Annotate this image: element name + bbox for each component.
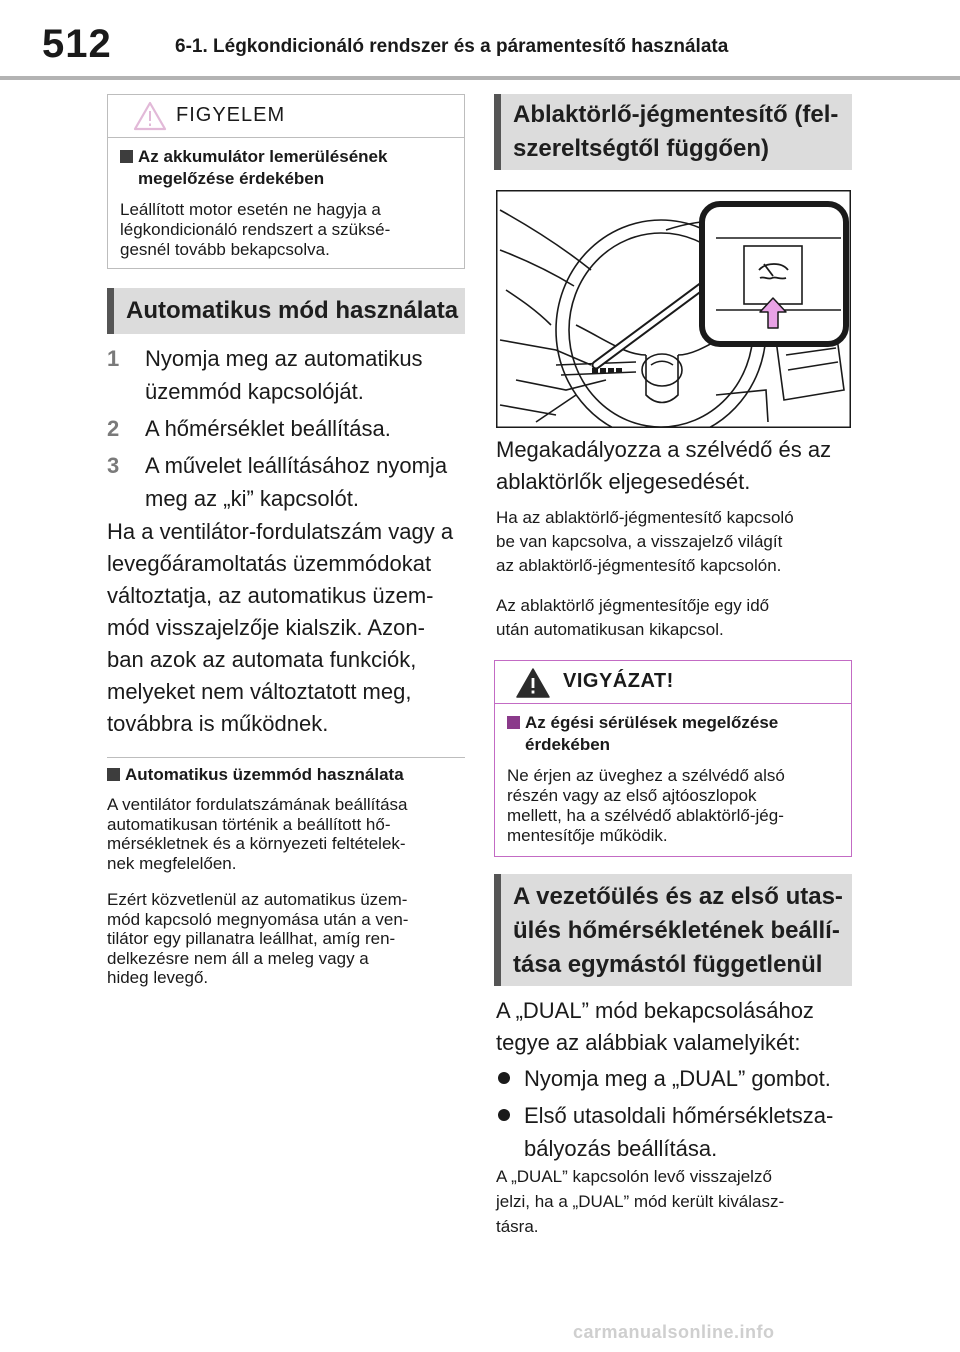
paragraph-line: továbbra is működnek. — [107, 711, 329, 736]
step-item — [107, 342, 465, 408]
text-line: mód kapcsoló megnyomása után a ven- — [107, 909, 409, 929]
figyelem-subtitle — [120, 146, 448, 190]
wiper-note-2 — [496, 594, 854, 642]
heading-line: Ablaktörlő-jégmentesítő (fel- — [513, 101, 839, 128]
text-line: Ha az ablaktörlő-jégmentesítő kapcsoló — [496, 508, 794, 527]
figyelem-text — [120, 200, 448, 260]
text-line: be van kapcsolva, a visszajelző világít — [496, 532, 783, 551]
dual-bullets — [496, 1062, 854, 1165]
step-item — [107, 412, 465, 445]
figyelem-subtitle-line: Az akkumulátor lemerülésének — [138, 147, 388, 166]
figyelem-text-line: gesnél tovább bekapcsolva. — [120, 240, 330, 259]
bullet-dot-icon — [498, 1072, 510, 1084]
section-heading-auto: Automatikus mód használata — [107, 288, 465, 334]
vigyazat-box — [494, 660, 852, 857]
text-line: A ventilátor fordulatszámának beállítása — [107, 795, 408, 814]
subsection-text-2 — [107, 890, 467, 988]
wiper-paragraph — [496, 434, 854, 498]
subsection-text-1 — [107, 795, 467, 873]
bullet-text: bályozás beállítása. — [524, 1136, 718, 1161]
step-number: 1 — [107, 346, 120, 371]
text-line: tilátor egy pillanatra leállhat, amíg ren- — [107, 929, 396, 948]
text-line: hideg levegő. — [107, 968, 209, 987]
text-line: jelzi, ha a „DUAL” mód került kiválasz- — [496, 1192, 785, 1211]
paragraph-line: Megakadályozza a szélvédő és az — [496, 437, 832, 462]
figyelem-title: FIGYELEM — [176, 104, 286, 126]
text-line: Az ablaktörlő jégmentesítője egy idő — [496, 596, 770, 615]
subsection-divider — [107, 757, 465, 758]
bullet-dot-icon — [498, 1109, 510, 1121]
vigyazat-text-line: mentesítője működik. — [507, 826, 668, 845]
subsection-heading — [107, 765, 485, 785]
paragraph-line: ablaktörlők eljegesedését. — [496, 469, 751, 494]
vigyazat-text — [507, 766, 835, 846]
auto-steps — [107, 342, 465, 515]
paragraph-line: Ha a ventilátor-fordulatszám vagy a — [107, 519, 454, 544]
step-text: meg az „ki” kapcsolót. — [145, 486, 359, 511]
vigyazat-text-line: Ne érjen az üveghez a szélvédő alsó — [507, 766, 785, 785]
bullet-item — [496, 1099, 854, 1165]
vigyazat-title: VIGYÁZAT! — [563, 670, 674, 692]
text-line: mérsékletnek és a környezeti feltételek- — [107, 834, 406, 853]
vigyazat-subtitle — [507, 712, 835, 756]
text-line: Ezért közvetlenül az automatikus üzem- — [107, 890, 408, 909]
paragraph-line: A „DUAL” mód bekapcsolásához — [496, 998, 814, 1023]
text-line: nek megfelelően. — [107, 853, 237, 873]
text-line: automatikusan történik a beállított hő- — [107, 814, 391, 834]
text-line: tásra. — [496, 1217, 539, 1236]
figyelem-header — [108, 95, 464, 138]
heading-line: A vezetőülés és az első utas- — [513, 883, 843, 910]
dual-note — [496, 1164, 854, 1239]
figyelem-text-line: Leállított motor esetén ne hagyja a — [120, 200, 381, 219]
text-line: az ablaktörlő-jégmentesítő kapcsolón. — [496, 556, 782, 575]
chapter-title: 6-1. Légkondicionáló rendszer és a páramentesítő használata — [175, 36, 729, 57]
vigyazat-text-line: mellett, ha a szélvédő ablaktörlő-jég- — [507, 806, 784, 825]
step-number: 3 — [107, 453, 120, 478]
dual-paragraph — [496, 995, 854, 1059]
text-line: A „DUAL” kapcsolón levő visszajelző — [496, 1167, 772, 1186]
figyelem-box — [107, 94, 465, 269]
figyelem-subtitle-line: megelőzése érdekében — [138, 169, 325, 188]
wiper-note-1 — [496, 506, 854, 578]
vigyazat-text-line: részén vagy az első ajtóoszlopok — [507, 786, 757, 805]
heading-line: ülés hőmérsékletének beállí- — [513, 917, 840, 944]
watermark: carmanualsonline.info — [573, 1322, 775, 1342]
section-heading-wiper — [494, 94, 852, 170]
heading-line: tása egymástól függetlenül — [513, 951, 823, 978]
bullet-square-icon — [120, 150, 133, 163]
text-line: delkezésre nem áll a meleg vagy a — [107, 948, 369, 968]
paragraph-line: változtatja, az automatikus üzem- — [107, 583, 434, 608]
paragraph-line: ban azok az automata funkciók, — [107, 647, 417, 672]
section-heading-dual — [494, 874, 852, 986]
text-line: után automatikusan kikapcsol. — [496, 620, 724, 639]
subsection-heading-text: Automatikus üzemmód használata — [125, 765, 404, 784]
step-item — [107, 449, 465, 515]
step-text: A hőmérséklet beállítása. — [145, 416, 391, 441]
page-number: 512 — [42, 22, 112, 66]
dashboard-illustration — [496, 190, 851, 428]
bullet-square-icon — [107, 768, 120, 781]
heading-line: szereltségtől függően) — [513, 135, 770, 162]
figyelem-body — [108, 138, 464, 270]
vigyazat-subtitle-line: Az égési sérülések megelőzése — [525, 713, 779, 732]
bullet-text: Első utasoldali hőmérsékletsza- — [524, 1103, 834, 1128]
step-number: 2 — [107, 416, 120, 441]
vigyazat-header — [495, 661, 851, 704]
bullet-text: Nyomja meg a „DUAL” gombot. — [524, 1066, 831, 1091]
warning-icon — [515, 667, 551, 699]
paragraph-line: mód visszajelzője kialszik. Azon- — [107, 615, 425, 640]
paragraph-line: melyeket nem változtatott meg, — [107, 679, 412, 704]
step-text: A művelet leállításához nyomja — [145, 453, 448, 478]
auto-paragraph — [107, 516, 465, 740]
header-divider — [0, 76, 960, 80]
bullet-item — [496, 1062, 854, 1095]
vigyazat-body — [495, 704, 851, 856]
bullet-square-icon — [507, 716, 520, 729]
warning-icon — [132, 100, 168, 132]
step-text: Nyomja meg az automatikus — [145, 346, 423, 371]
paragraph-line: levegőáramoltatás üzemmódokat — [107, 551, 432, 576]
vigyazat-subtitle-line: érdekében — [525, 735, 611, 754]
step-text: üzemmód kapcsolóját. — [145, 379, 364, 404]
paragraph-line: tegye az alábbiak valamelyikét: — [496, 1030, 801, 1055]
figyelem-text-line: légkondicionáló rendszert a szüksé- — [120, 220, 391, 239]
